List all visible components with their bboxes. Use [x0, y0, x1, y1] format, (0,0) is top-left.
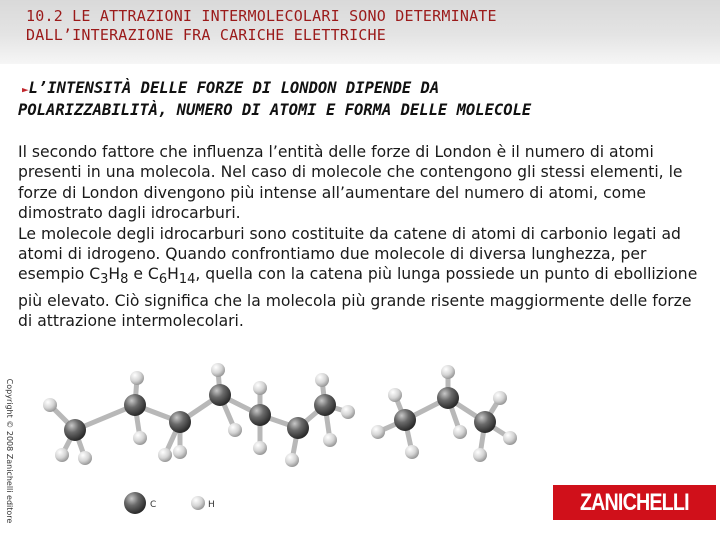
paragraph-2: Le molecole degli idrocarburi sono costituite da catene di atomi di carbonio legati ad atomi di idrogeno. Quando confrontiamo due molecole di diversa lunghezza, per esempio $C_3H_8$ e $C_6H_{14}$, quella con la catena più lunga possiede un punto di ebollizione più elevato. Ciò significa che la molecola più grande risente maggiormente delle forze di attrazione intermolecolari. [18, 224, 698, 331]
hexane-molecule [50, 370, 348, 460]
carbon-atoms [64, 384, 496, 441]
zanichelli-logo [553, 485, 716, 520]
legend-hydrogen-label: H [208, 500, 215, 510]
slide-title-line2: DALL’INTERAZIONE FRA CARICHE ELETTRICHE [26, 26, 386, 44]
atom-legend [124, 492, 215, 514]
body-text [18, 142, 708, 332]
slide-title [26, 7, 706, 45]
slide-title-line1: 10.2 LE ATTRAZIONI INTERMOLECOLARI SONO DETERMINATE [26, 7, 497, 25]
paragraph-1: Il secondo fattore che influenza l’entità delle forze di London è il numero di atomi presenti in una molecola. Nel caso di molecole che contengono gli stessi elementi, le forze di London divengono più intense all’aumentare del numero di atomi, come dimostrato dagli idrocarburi. [18, 143, 683, 223]
section-subtitle [18, 78, 718, 120]
slide-header [0, 0, 720, 64]
subtitle-line1: L’INTENSITÀ DELLE FORZE DI LONDON DIPENDE DA [28, 79, 440, 97]
triangle-bullet-icon: ► [22, 83, 29, 96]
copyright-notice: Copyright © 2008 Zanichelli editore [5, 378, 14, 524]
logo-text: ZANICHELLI [580, 488, 689, 516]
hydrocarbon-molecules-illustration [40, 360, 560, 540]
legend-carbon-label: C [150, 500, 157, 510]
subtitle-line2: POLARIZZABILITÀ, NUMERO DI ATOMI E FORMA DELLE MOLECOLE [18, 101, 532, 119]
